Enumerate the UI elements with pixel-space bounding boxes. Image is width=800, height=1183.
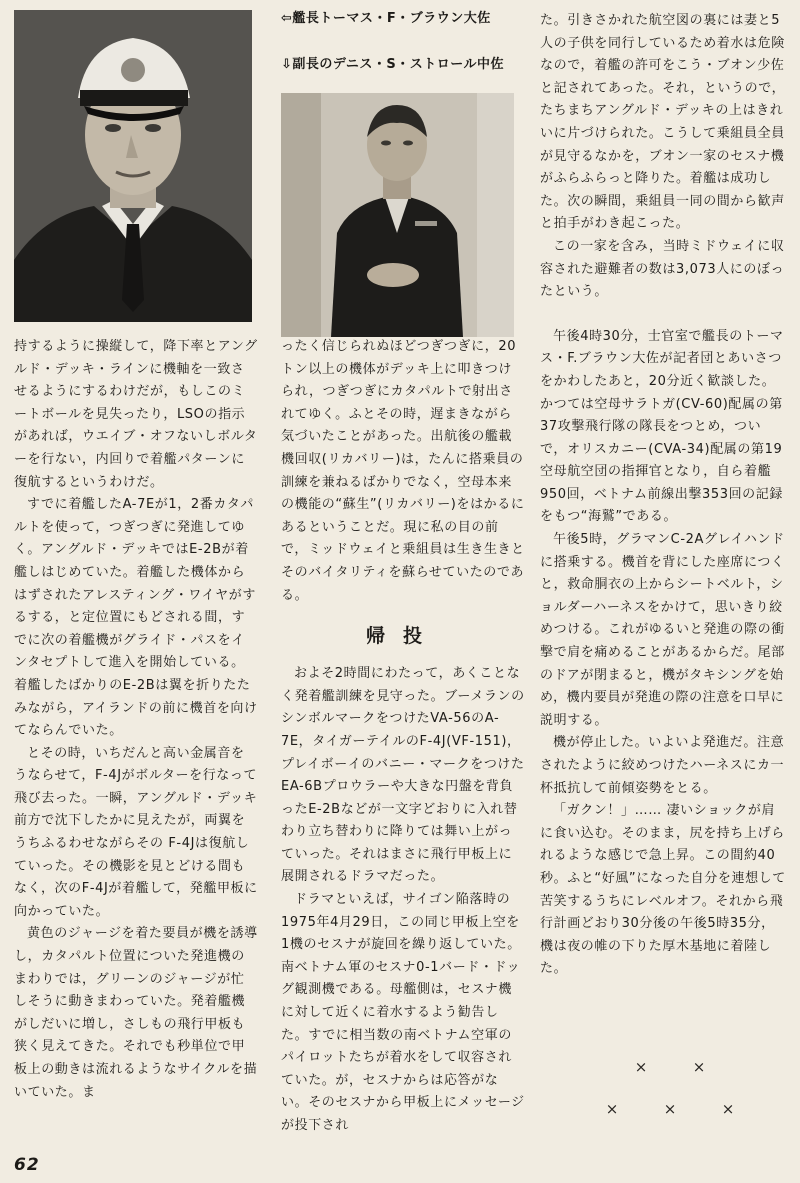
col1-paragraph-4: 黄色のジャージを着た要員が機を誘導し，カタパルト位置についた発進機のまわりでは，グリーンのジャージが忙しそうに動きまわっていた。発着艦機がしだいに増し，さしもの飛行甲板も狭く見えてきた。それでも秒単位で甲板上の動きは流れるようなサイクルを描いていた。ま [14,926,258,1100]
section-end-marks-row-2 [580,1100,760,1118]
section-heading-return: 帰投 [365,625,440,648]
col2-paragraph-2: ドラマといえば，サイゴン陥落時の1975年4月29日，この同じ甲板上空を1機のセスナが旋回を繰り返していた。南ベトナム軍のセスナ0-1バード・ドッグ観測機である。母艦側は，セスナ機に対して近くに着水するよう勧告した。すでに相当数の南ベトナム空軍のパイロットたちが着水をして収容されていた。が，セスナからは応答がない。そのセスナから甲板上にメッセージが投下され [281,892,525,1133]
cross-mark: × [605,1100,619,1118]
col3-paragraph-3: 午後4時30分，士官室で艦長のトーマス・F.ブラウン大佐が記者団とあいさつをかわしたあと，20分近く歓談した。かつては空母サラトガ(CV-60)配属の第37攻撃飛行隊の隊長をつとめ，ついで，オリスカニー(CVA-34)配属の第19空母航空団の指揮官となり，自ら着艦950回，ベトナム前線出撃353回の記録をもつ“海鷲”である。 [540,328,784,525]
col3-paragraph-1: た。引きさかれた航空図の裏には妻と5人の子供を同行しているため着水は危険なので，着艦の許可をこう・ブオン少佐と記されてあった。それ，というので，たちまちアングルド・デッキの上はきれいに片づけられた。こうして乗組員全員が見守るなかを，ブオン一家のセスナ機がふらふらっと降りた。着艦は成功した。次の瞬間，乗組員一同の間から歓声と拍手がわき起こった。 [540,13,786,232]
col3-paragraph-4: 午後5時，グラマンC-2Aグレイハンドに搭乗する。機首を背にした座席につくと，救命胴衣の上からシートベルト，ショルダーハーネスをかけて，思いきり絞めつける。これがゆるいと発進の際の衝撃で肩を痛めることがあるからだ。尾部のドアが閉まると，機がタキシングを始め，機内要員が発進の際の注意を口早に説明する。 [540,532,785,728]
col1-paragraph-2: すでに着艦したA-7Eが1，2番カタパルトを使って，つぎつぎに発進してゆく。アングルド・デッキではE-2Bが着艦しはじめていた。着艦した機体からはずされたアレスティング・ワイヤがするする，と定位置にもどされる間，すでに次の着艦機がグライド・パスをインタセプトして進入を開始している。着艦したばかりのE-2Bは翼を折りたたみながら，アイランドの前に機首を向けてならんでいた。 [14,497,258,739]
col3-paragraph-5: 機が停止した。いよいよ発進だ。注意されたように絞めつけたハーネスにカ一杯抵抗して前傾姿勢をとる。 [540,735,785,796]
column-1 [14,336,258,1104]
commander-illustration [281,93,514,337]
commander-photo [281,93,514,337]
commander-caption: ⇩副長のデニス・S・ストロール中佐 [281,57,504,72]
captain-portrait-illustration [14,10,252,322]
col3-paragraph-2: この一家を含み，当時ミドウェイに収容された避難者の数は3,073人にのぼったという。 [540,238,785,300]
captain-caption: ⇦艦長トーマス・F・ブラウン大佐 [281,11,491,26]
cross-mark: × [721,1100,735,1118]
col2-intro-paragraph: ったく信じられぬほどつぎつぎに，20トン以上の機体がデッキ上に叩きつけられ，つぎつぎにカタパルトで射出されてゆく。ふとその時，遅まきながら気づいたことがあった。出航後の艦載機回収(リカバリー)は，たんに搭乗員の訓練を兼ねるばかりでなく，空母本来の機能の“蘇生”(リカバリー)をはかるにあるということだ。現に私の目の前で，ミッドウェイと乗組員は生き生きとそのバイタリティを蘇らせていたのである。 [281,339,525,603]
col1-paragraph-1: 持するように操縦して，降下率とアングルド・デッキ・ラインに機軸を一致させるようにするわけだが，もしこのミートボールを見失ったり，LSOの指示があれば，ウエイブ・オフないしボルターを行ない，内回りで着艦パターンに復航するというわけだ。 [14,339,258,490]
cross-mark: × [634,1058,648,1076]
cross-mark: × [663,1100,677,1118]
col1-paragraph-3: とその時，いちだんと高い金属音をうならせて，F-4Jがボルターを行なって飛び去った。一瞬，アングルド・デッキ前方で沈下したかに見えたが，両翼をうちふるわせながらその F-4Jは復航していった。その機影を見とどける間もなく，次のF-4Jが着艦して，発艦甲板に向かっていた。 [14,745,258,919]
col3-spacer [540,304,788,326]
column-3 [540,10,788,981]
captain-portrait-photo [14,10,252,322]
col2-paragraph-1: およそ2時間にわたって，あくことなく発着艦訓練を見守った。ブーメランのシンボルマークをつけたVA-56のA-7E，タイガーテイルのF-4J(VF-151)，プレイボーイのバニー・マークをつけたEA-6Bプロウラーや大きな円盤を背負ったE-2Bなどが一文字どおりに入れ替わり立ち替わりに降りては舞い上がっていった。それはまさに飛行甲板上に展開されるドラマだった。 [281,666,525,885]
section-end-marks-row-1 [580,1058,760,1076]
col3-paragraph-6: 「ガクン！」…… 凄いショックが肩に食い込む。そのまま，尻を持ち上げられるような感じで急上昇。この間約40秒。ふと“好風”になった自分を連想して苦笑するうちにレベルオフ。それから飛行計画どおり30分後の午後5時35分，機は夜の帷の下りた厚木基地に着陸した。 [540,803,786,977]
column-2 [281,336,525,1138]
page-number: 62 [14,1155,40,1175]
cross-mark: × [692,1058,706,1076]
